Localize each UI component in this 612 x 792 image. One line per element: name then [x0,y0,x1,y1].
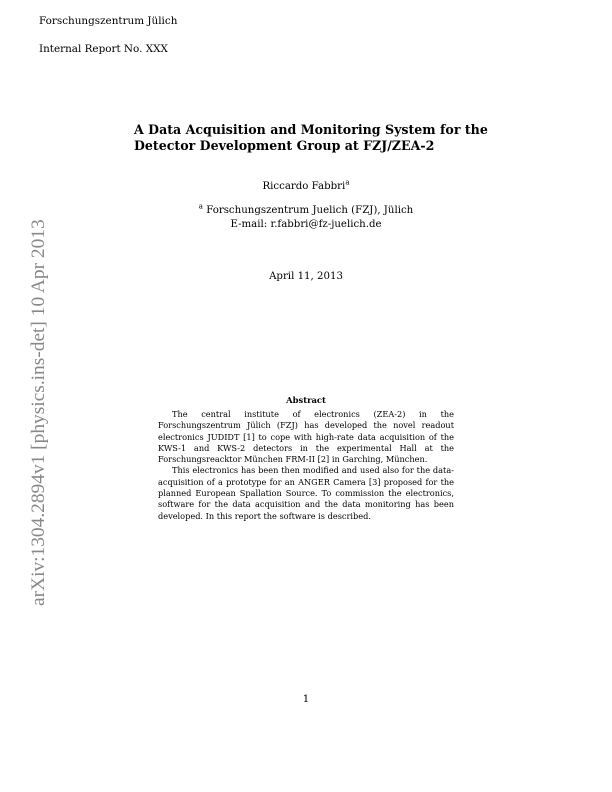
abstract-paragraph: This electronics has been then modified and used also for the data-acquisition of a prototype for an ANGER Camera [3] proposed for the planned European Spallation Source. To commission the electronics, software for the data acquisition and the data monitoring has been developed. In this report the software is described. [158,465,454,521]
paper-title: A Data Acquisition and Monitoring System for the Detector Development Group at FZJ/ZEA-2 [134,122,488,153]
paper-date: April 11, 2013 [269,271,343,282]
page-number: 1 [302,694,310,705]
affiliation-text: Forschungszentrum Juelich (FZJ), Jülich [206,205,414,216]
abstract-body [158,409,454,522]
affiliation-line [0,202,612,216]
abstract-paragraph: The central institute of electronics (ZEA-2) in the Forschungszentrum Jülich (FZJ) has developed the novel readout electronics JUDIDT [1] to cope with high-rate data acquisition of the KWS-1 and KWS-2 detectors in the experimental Hall at the Forschungsreacktor München FRM-II [2] in Garching, München. [158,409,454,465]
arxiv-identifier-stamp: arXiv:1304.2894v1 [physics.ins-det] 10 Apr 2013 [28,219,49,606]
affiliation-marker: a [345,178,350,187]
author-line [0,178,612,192]
abstract-heading: Abstract [286,395,326,405]
author-email: E-mail: r.fabbri@fz-juelich.de [230,219,382,230]
report-number: Internal Report No. XXX [39,43,168,55]
institution-header: Forschungszentrum Jülich [39,15,178,27]
author-name: Riccardo Fabbri [262,181,346,192]
affiliation-marker-prefix: a [198,202,203,211]
